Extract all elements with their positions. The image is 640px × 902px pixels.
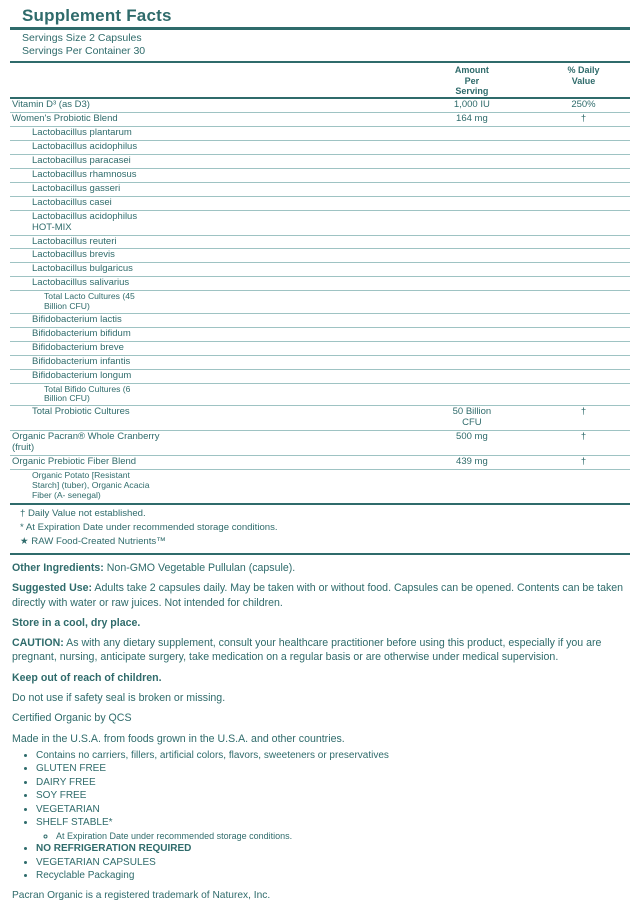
nutrient-amount xyxy=(407,249,537,263)
nutrient-amount xyxy=(407,313,537,327)
header-amount-per-serving xyxy=(407,64,537,98)
header-daily-value xyxy=(537,64,630,98)
list-item xyxy=(36,816,630,842)
table-row xyxy=(10,141,630,155)
section-body: Certified Organic by QCS xyxy=(12,712,132,725)
header-amount-line1: Amount xyxy=(454,65,489,76)
table-row xyxy=(10,127,630,141)
header-blank xyxy=(10,64,407,98)
sections-host xyxy=(10,561,630,746)
list-item xyxy=(36,869,630,883)
page-title: Supplement Facts xyxy=(22,6,172,25)
list-item-label: Contains no carriers, fillers, artificial colors, flavors, sweeteners or preservatives xyxy=(36,749,389,761)
table-header-row xyxy=(10,64,630,98)
nutrient-daily-value: † xyxy=(537,406,630,431)
header-amount-line2: Per xyxy=(464,75,480,86)
divider-below-footnotes xyxy=(10,553,630,555)
servings-per-container: Servings Per Container 30 xyxy=(22,45,146,58)
table-row xyxy=(10,383,630,406)
nutrient-name: Organic Potato [Resistant Starch] (tuber), Organic Acacia Fiber (A‐ senegal) xyxy=(10,469,407,501)
nutrient-daily-value xyxy=(537,469,630,501)
nutrient-name: Vitamin D³ (as D3) xyxy=(10,98,407,112)
nutrient-amount: 164 mg xyxy=(407,113,537,127)
nutrient-name: Lactobacillus bulgaricus xyxy=(10,263,407,277)
nutrient-amount xyxy=(407,263,537,277)
trademark-note: Pacran Organic is a registered trademark of Naturex, Inc. xyxy=(12,889,271,901)
nutrient-name: Lactobacillus casei xyxy=(10,196,407,210)
list-item-label: SOY FREE xyxy=(36,790,87,802)
footnote-1: * At Expiration Date under recommended storage conditions. xyxy=(20,522,278,533)
nutrient-amount: 439 mg xyxy=(407,455,537,469)
section-body: Adults take 2 capsules daily. May be taken with or without food. Capsules can be opened. Contents can be taken directly with water or raw juices. Not intended for children. xyxy=(12,582,624,609)
text-section xyxy=(12,691,630,705)
nutrient-daily-value xyxy=(537,210,630,235)
text-section xyxy=(12,732,630,746)
divider-above-table xyxy=(10,61,630,63)
section-heading: Keep out of reach of children. xyxy=(12,671,162,684)
nutrient-amount xyxy=(407,341,537,355)
nutrient-daily-value: † xyxy=(537,431,630,456)
table-row xyxy=(10,235,630,249)
nutrition-table xyxy=(10,64,630,501)
header-dv-line2: Value xyxy=(571,75,596,86)
nutrient-amount xyxy=(407,182,537,196)
table-row xyxy=(10,355,630,369)
table-row xyxy=(10,98,630,112)
nutrient-name: Lactobacillus acidophilus xyxy=(10,141,407,155)
serving-size: Servings Size 2 Capsules xyxy=(22,32,142,44)
footnote-0: † Daily Value not established. xyxy=(20,507,146,519)
nutrient-daily-value xyxy=(537,127,630,141)
nutrient-daily-value xyxy=(537,235,630,249)
nutrient-daily-value: † xyxy=(537,113,630,127)
nutrient-name: Total Lacto Cultures (45 Billion CFU) xyxy=(10,291,407,314)
nutrient-amount xyxy=(407,369,537,383)
nutrient-name: Lactobacillus acidophilus HOT-MIX xyxy=(10,210,407,235)
text-section xyxy=(12,636,630,665)
text-section xyxy=(12,671,630,685)
nutrient-name: Bifidobacterium breve xyxy=(10,341,407,355)
list-item xyxy=(36,776,630,790)
nutrient-name: Bifidobacterium infantis xyxy=(10,355,407,369)
nutrient-daily-value xyxy=(537,168,630,182)
nutrient-daily-value xyxy=(537,249,630,263)
divider-below-table xyxy=(10,503,630,505)
table-row xyxy=(10,249,630,263)
nutrient-name: Total Probiotic Cultures xyxy=(10,406,407,431)
list-item-label: GLUTEN FREE xyxy=(36,763,107,775)
nutrient-name: Organic Prebiotic Fiber Blend xyxy=(10,455,407,469)
nutrient-daily-value xyxy=(537,383,630,406)
table-row xyxy=(10,168,630,182)
table-row xyxy=(10,369,630,383)
table-row xyxy=(10,210,630,235)
nutrient-name: Bifidobacterium lactis xyxy=(10,313,407,327)
section-heading: Other Ingredients: xyxy=(12,561,104,574)
table-row xyxy=(10,469,630,501)
nutrient-amount xyxy=(407,168,537,182)
table-row xyxy=(10,196,630,210)
text-section xyxy=(12,581,630,610)
header-dv-line1: % Daily xyxy=(567,65,600,76)
nutrient-daily-value xyxy=(537,291,630,314)
nutrient-amount xyxy=(407,383,537,406)
list-item xyxy=(36,842,630,856)
nutrient-name: Total Bifido Cultures (6 Billion CFU) xyxy=(10,383,407,406)
nutrient-daily-value xyxy=(537,263,630,277)
list-item-label: VEGETARIAN xyxy=(36,803,100,815)
nutrient-name: Organic Pacran® Whole Cranberry (fruit) xyxy=(10,431,407,456)
nutrient-daily-value xyxy=(537,355,630,369)
table-row xyxy=(10,341,630,355)
nutrient-daily-value xyxy=(537,277,630,291)
table-row xyxy=(10,327,630,341)
list-item xyxy=(36,762,630,776)
nutrient-name: Lactobacillus gasseri xyxy=(10,182,407,196)
nutrient-daily-value xyxy=(537,341,630,355)
header-amount-line3: Serving xyxy=(455,85,489,96)
section-heading: CAUTION: xyxy=(12,637,64,650)
text-section xyxy=(12,616,630,630)
section-body: Made in the U.S.A. from foods grown in the U.S.A. and other countries. xyxy=(12,732,345,745)
list-item-label: VEGETARIAN CAPSULES xyxy=(36,856,156,868)
section-body: Non-GMO Vegetable Pullulan (capsule). xyxy=(103,561,296,574)
footnotes xyxy=(14,508,630,549)
section-body: As with any dietary supplement, consult your healthcare practitioner before using this product, especially if you are pregnant, nursing, anticipate surgery, take medication on a regular basis or are otherwise under medical supervision. xyxy=(12,637,602,664)
table-row xyxy=(10,277,630,291)
text-section xyxy=(12,711,630,725)
list-item xyxy=(36,856,630,870)
divider-thick-top xyxy=(10,27,630,30)
nutrient-amount xyxy=(407,355,537,369)
nutrient-amount xyxy=(407,327,537,341)
nutrient-daily-value xyxy=(537,369,630,383)
nutrient-amount: 1,000 IU xyxy=(407,98,537,112)
nutrient-daily-value: 250% xyxy=(537,98,630,112)
nutrient-amount xyxy=(407,469,537,501)
table-row xyxy=(10,406,630,431)
sub-list xyxy=(36,830,630,842)
nutrient-amount xyxy=(407,196,537,210)
nutrient-amount xyxy=(407,127,537,141)
nutrient-amount xyxy=(407,277,537,291)
nutrient-amount xyxy=(407,141,537,155)
nutrient-daily-value xyxy=(537,141,630,155)
list-item xyxy=(36,789,630,803)
list-item-label: Recyclable Packaging xyxy=(36,870,135,882)
nutrient-name: Women's Probiotic Blend xyxy=(10,113,407,127)
nutrient-amount xyxy=(407,235,537,249)
text-section xyxy=(12,561,630,575)
nutrient-amount xyxy=(407,291,537,314)
table-row xyxy=(10,313,630,327)
nutrient-daily-value xyxy=(537,154,630,168)
nutrient-daily-value xyxy=(537,327,630,341)
nutrient-name: Lactobacillus brevis xyxy=(10,249,407,263)
nutrient-daily-value xyxy=(537,196,630,210)
nutrient-name: Lactobacillus reuteri xyxy=(10,235,407,249)
footnote-2: ★ RAW Food-Created Nutrients™ xyxy=(20,536,166,548)
sub-list-item: ◦ At Expiration Date under recommended storage conditions. xyxy=(56,830,630,842)
section-heading: Suggested Use: xyxy=(12,582,93,595)
list-item-label: DAIRY FREE xyxy=(36,776,96,788)
nutrient-name: Bifidobacterium bifidum xyxy=(10,327,407,341)
table-row xyxy=(10,113,630,127)
nutrient-daily-value xyxy=(537,313,630,327)
table-row xyxy=(10,431,630,456)
section-heading: Store in a cool, dry place. xyxy=(12,616,141,629)
nutrient-amount: 50 Billion CFU xyxy=(407,406,537,431)
list-item-label: SHELF STABLE* xyxy=(36,817,113,829)
nutrient-name: Bifidobacterium longum xyxy=(10,369,407,383)
nutrient-amount: 500 mg xyxy=(407,431,537,456)
nutrient-name: Lactobacillus plantarum xyxy=(10,127,407,141)
nutrient-amount xyxy=(407,210,537,235)
section-body: Do not use if safety seal is broken or missing. xyxy=(12,692,226,705)
table-row xyxy=(10,455,630,469)
list-item xyxy=(36,749,630,763)
nutrient-daily-value xyxy=(537,182,630,196)
nutrient-daily-value: † xyxy=(537,455,630,469)
table-row xyxy=(10,154,630,168)
list-item xyxy=(36,803,630,817)
nutrient-name: Lactobacillus paracasei xyxy=(10,154,407,168)
list-item-label: NO REFRIGERATION REQUIRED xyxy=(36,843,192,855)
nutrient-name: Lactobacillus salivarius xyxy=(10,277,407,291)
table-row xyxy=(10,182,630,196)
nutrient-name: Lactobacillus rhamnosus xyxy=(10,168,407,182)
nutrient-amount xyxy=(407,154,537,168)
table-row xyxy=(10,291,630,314)
feature-bullet-list xyxy=(10,749,630,883)
table-row xyxy=(10,263,630,277)
